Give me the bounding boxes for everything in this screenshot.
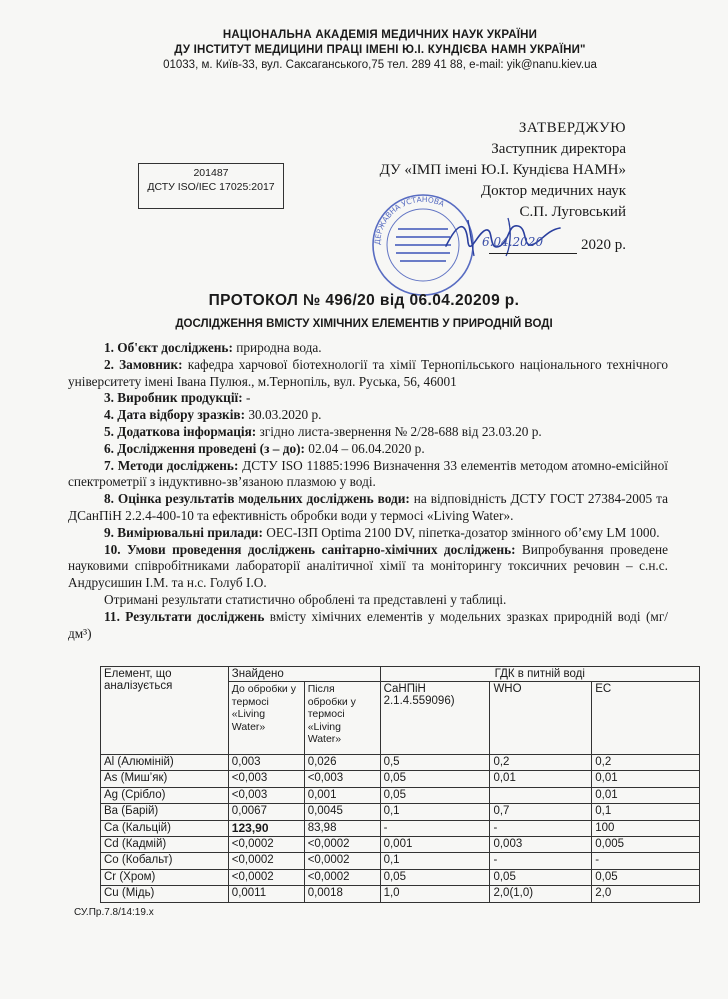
- header-sanpin: СаНПіН 2.1.4.559096): [380, 682, 490, 755]
- cell-value: 0,01: [490, 771, 592, 787]
- header-after: Після обробки у термосі «Living Water»: [304, 682, 380, 755]
- item-study-period: 6. Дослідження проведені (з – до): 02.04 – 06.04.2020 р.: [104, 440, 425, 456]
- cell-value: 0,0011: [228, 886, 304, 902]
- protocol-subtitle: ДОСЛІДЖЕННЯ ВМІСТУ ХІМІЧНИХ ЕЛЕМЕНТІВ У ПРИРОДНІЙ ВОДІ: [175, 318, 553, 330]
- table-row: [101, 853, 700, 869]
- cell-value: 0,7: [490, 804, 592, 820]
- results-table: [100, 666, 700, 903]
- cell-element: Cu (Мідь): [101, 886, 229, 902]
- cell-value: 0,05: [380, 787, 490, 803]
- cell-value: 0,001: [304, 787, 380, 803]
- cell-value: 0,01: [592, 787, 700, 803]
- cell-element: Al (Алюміній): [101, 755, 229, 771]
- cell-value: <0,0002: [228, 869, 304, 885]
- cell-value: 0,2: [592, 755, 700, 771]
- cell-value: -: [592, 853, 700, 869]
- header-found: Знайдено: [228, 667, 380, 682]
- cell-value: 0,5: [380, 755, 490, 771]
- table-row: [101, 771, 700, 787]
- cell-value: 0,01: [592, 771, 700, 787]
- cell-element: Cr (Хром): [101, 869, 229, 885]
- item-results-note: Отримані результати статистично оброблені та представлені у таблиці.: [104, 591, 507, 607]
- cell-value: 0,05: [490, 869, 592, 885]
- item-instruments: 9. Вимірювальні прилади: ОЕС-ІЗП Optima 2100 DV, піпетка-дозатор змінного об’єму LM 1000.: [104, 524, 660, 540]
- cell-value: 100: [592, 820, 700, 836]
- cell-value: 0,1: [380, 804, 490, 820]
- cell-value: 0,001: [380, 837, 490, 853]
- cell-value: 0,05: [380, 771, 490, 787]
- table-row: [101, 804, 700, 820]
- institute-address: 01033, м. Київ-33, вул. Саксаганського,75 тел. 289 41 88, e-mail: yik@nanu.kiev.ua: [163, 59, 597, 71]
- handwritten-date: 6.04.2020: [482, 235, 544, 249]
- cell-value: <0,0002: [304, 853, 380, 869]
- table-row: [101, 869, 700, 885]
- cell-value: 1,0: [380, 886, 490, 902]
- cell-value: -: [490, 853, 592, 869]
- cell-value: <0,0002: [304, 837, 380, 853]
- cell-value: 0,005: [592, 837, 700, 853]
- table-header-row: [101, 667, 700, 682]
- approval-date: [474, 237, 626, 254]
- protocol-items: [68, 340, 668, 642]
- header-mac: ГДК в питній воді: [380, 667, 699, 682]
- cell-value: <0,003: [304, 771, 380, 787]
- cell-element: Ba (Барій): [101, 804, 229, 820]
- approval-name: С.П. Луговський: [519, 204, 626, 220]
- stamp-ring-text: ДЕРЖАВНА УСТАНОВА: [372, 194, 446, 246]
- cell-value: 2,0: [592, 886, 700, 902]
- item-methods: 7. Методи досліджень: ДСТУ ISO 11885:1996 Визначення 33 елементів методом атомно-емісійної спектрометрії з індуктивно-зв’язаною плазмою у воді.: [68, 457, 669, 490]
- cell-value: 123,90: [228, 820, 304, 836]
- cell-value: 83,98: [304, 820, 380, 836]
- cell-value: 0,05: [380, 869, 490, 885]
- accreditation-standard: ДСТУ ISO/IEC 17025:2017: [147, 181, 275, 193]
- item-results-title: 11. Результати досліджень вмісту хімічних елементів у модельних зразках природній воді (мг/дм³): [68, 608, 668, 641]
- table-row: [101, 886, 700, 902]
- cell-value: <0,003: [228, 787, 304, 803]
- item-manufacturer: 3. Виробник продукції: -: [104, 390, 251, 406]
- cell-element: Ca (Кальцій): [101, 820, 229, 836]
- approval-org: ДУ «ІМП імені Ю.І. Кундієва НАМН»: [379, 162, 626, 178]
- cell-value: [490, 787, 592, 803]
- cell-value: 0,003: [228, 755, 304, 771]
- table-row: [101, 837, 700, 853]
- accreditation-box: [138, 163, 284, 209]
- header-who: WHO: [490, 682, 592, 755]
- cell-value: 0,05: [592, 869, 700, 885]
- item-sampling-date: 4. Дата відбору зразків: 30.03.2020 р.: [104, 407, 322, 423]
- approval-position: Заступник директора: [491, 141, 626, 157]
- academy-name: НАЦІОНАЛЬНА АКАДЕМІЯ МЕДИЧНИХ НАУК УКРАЇНИ: [222, 29, 538, 41]
- cell-value: <0,003: [228, 771, 304, 787]
- cell-value: 2,0(1,0): [490, 886, 592, 902]
- cell-element: Cd (Кадмій): [101, 837, 229, 853]
- protocol-title: ПРОТОКОЛ № 496/20 від 06.04.20209 р.: [208, 292, 520, 309]
- institute-name: ДУ ІНСТИТУТ МЕДИЦИНИ ПРАЦІ ІМЕНІ Ю.І. КУНДІЄВА НАМН УКРАЇНИ": [174, 44, 586, 56]
- approval-year: 2020 р.: [581, 237, 626, 253]
- table-row: [101, 787, 700, 803]
- approval-title: ЗАТВЕРДЖУЮ: [518, 120, 626, 136]
- item-customer: 2. Замовник: кафедра харчової біотехнології та хімії Тернопільського національного технічного університету імені Івана Пулюя., м.Тернопіль, вул. Руська, 56, 46001: [68, 356, 668, 389]
- footer-code: СУ.Пр.7.8/14:19.х: [74, 907, 154, 918]
- cell-element: Ag (Срібло): [101, 787, 229, 803]
- cell-value: 0,003: [490, 837, 592, 853]
- cell-value: 0,0018: [304, 886, 380, 902]
- cell-value: -: [490, 820, 592, 836]
- table-row: [101, 820, 700, 836]
- org-header: [100, 28, 660, 73]
- item-conditions: 10. Умови проведення досліджень санітарно-хімічних досліджень: Випробування проведене науковими співробітниками лабораторії аналітичної хімії та моніторингу токсичних речовин – с.н.с. Андрусишин І.М. та н.с. Голуб І.О.: [68, 541, 668, 591]
- cell-element: Co (Кобальт): [101, 853, 229, 869]
- cell-value: 0,2: [490, 755, 592, 771]
- cell-value: 0,0067: [228, 804, 304, 820]
- item-evaluation: 8. Оцінка результатів модельних досліджень води: на відповідність ДСТУ ГОСТ 27384-2005 та ДСанПіН 2.2.4-400-10 та ефективність обробки води у термосі «Living Water».: [68, 491, 668, 523]
- header-ec: EC: [592, 682, 700, 755]
- header-before: До обробки у термосі «Living Water»: [228, 682, 304, 755]
- cell-value: <0,0002: [228, 853, 304, 869]
- cell-value: 0,026: [304, 755, 380, 771]
- header-element: Елемент, що аналізується: [101, 667, 229, 755]
- cell-value: 0,1: [380, 853, 490, 869]
- item-object: 1. Об'єкт досліджень: природна вода.: [104, 340, 322, 355]
- cell-value: <0,0002: [304, 869, 380, 885]
- cell-value: 0,1: [592, 804, 700, 820]
- cell-value: -: [380, 820, 490, 836]
- cell-value: <0,0002: [228, 837, 304, 853]
- accreditation-number: 201487: [193, 167, 229, 179]
- table-row: [101, 755, 700, 771]
- item-additional-info: 5. Додаткова інформація: згідно листа-звернення № 2/28-688 від 23.03.20 р.: [104, 423, 542, 439]
- approval-degree: Доктор медичних наук: [480, 183, 626, 199]
- cell-value: 0,0045: [304, 804, 380, 820]
- cell-element: As (Миш’як): [101, 771, 229, 787]
